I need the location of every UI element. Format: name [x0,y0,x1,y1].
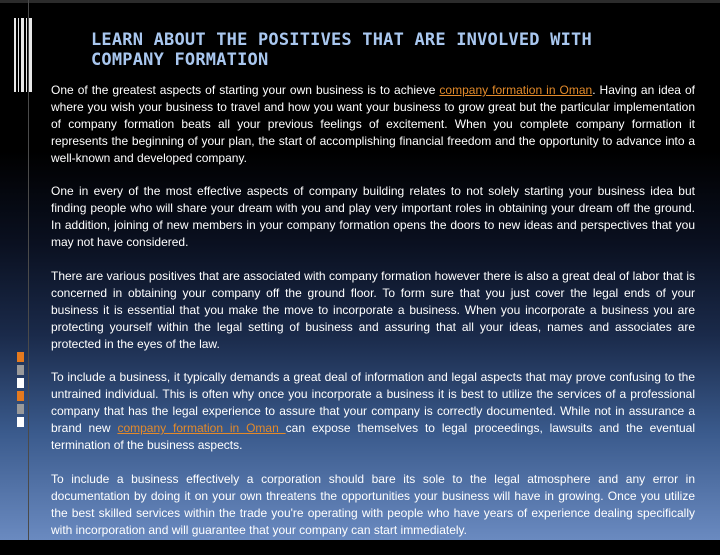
company-formation-oman-link-1[interactable]: company formation in Oman [439,83,593,97]
paragraph-5: To include a business effectively a corporation should bare its sole to the legal atmosphere and any error in documentation by doing it on your own threatens the opportunities your business will have in growing. Once you utilize the best skilled services within the trade you're operating with people who have years of experience dealing specifically with incorporation and will guarantee that your company can start immediately. [51,471,695,537]
paragraph-4-text-after: can expose themselves to legal proceedings, lawsuits and the eventual termination of the business aspects. [51,421,695,452]
slide-title: LEARN ABOUT THE POSITIVES THAT ARE INVOLVED WITH COMPANY FORMATION [91,30,592,70]
paragraph-3: There are various positives that are associated with company formation however there is also a great deal of labor that is concerned in obtaining your company off the ground floor. To form sure that you just cover the legal ends of your business it is essential that you make the move to incorporate a business. When you incorporate a business you are protecting yourself within the legal setting of business and assuring that all your ideas, names and associates are protected in the eyes of the law. [51,268,695,351]
company-formation-oman-link-2[interactable]: company formation in Oman [117,421,286,436]
side-color-bars [17,352,25,430]
paragraph-4 [51,369,695,454]
slide-body [51,82,695,555]
stripe-logo-icon [14,18,34,92]
paragraph-1-text-after: . Having an idea of where you wish your business to travel and how you want your business to grow great but the particular implementation of company formation beats all your previous feelings of excitement. When you complete company formation it represents the beginning of your plan, the start of accomplishing financial freedom and the opportunity to advance into a well-known and developed company. [51,83,695,165]
paragraph-1-text-before: One of the greatest aspects of starting your own business is to achieve [51,83,440,97]
top-rule [0,0,720,3]
paragraph-2: One in every of the most effective aspects of company building relates to not solely starting your business idea but finding people who will share your dream with you and play very important roles in obtaining your dream off the ground. In addition, joining of new members in your company formation opens the doors to new ideas and perspectives that you may not have considered. [51,184,695,250]
paragraph-1 [51,82,695,167]
paragraph-4-text-before: To include a business, it typically demands a great deal of information and legal aspects that may prove confusing to the untrained individual. This is often why once you incorporate a business it is best to utilize the services of a professional company that has the legal experience to assure that your company is correctly documented. While not in assurance a brand new [51,370,695,436]
